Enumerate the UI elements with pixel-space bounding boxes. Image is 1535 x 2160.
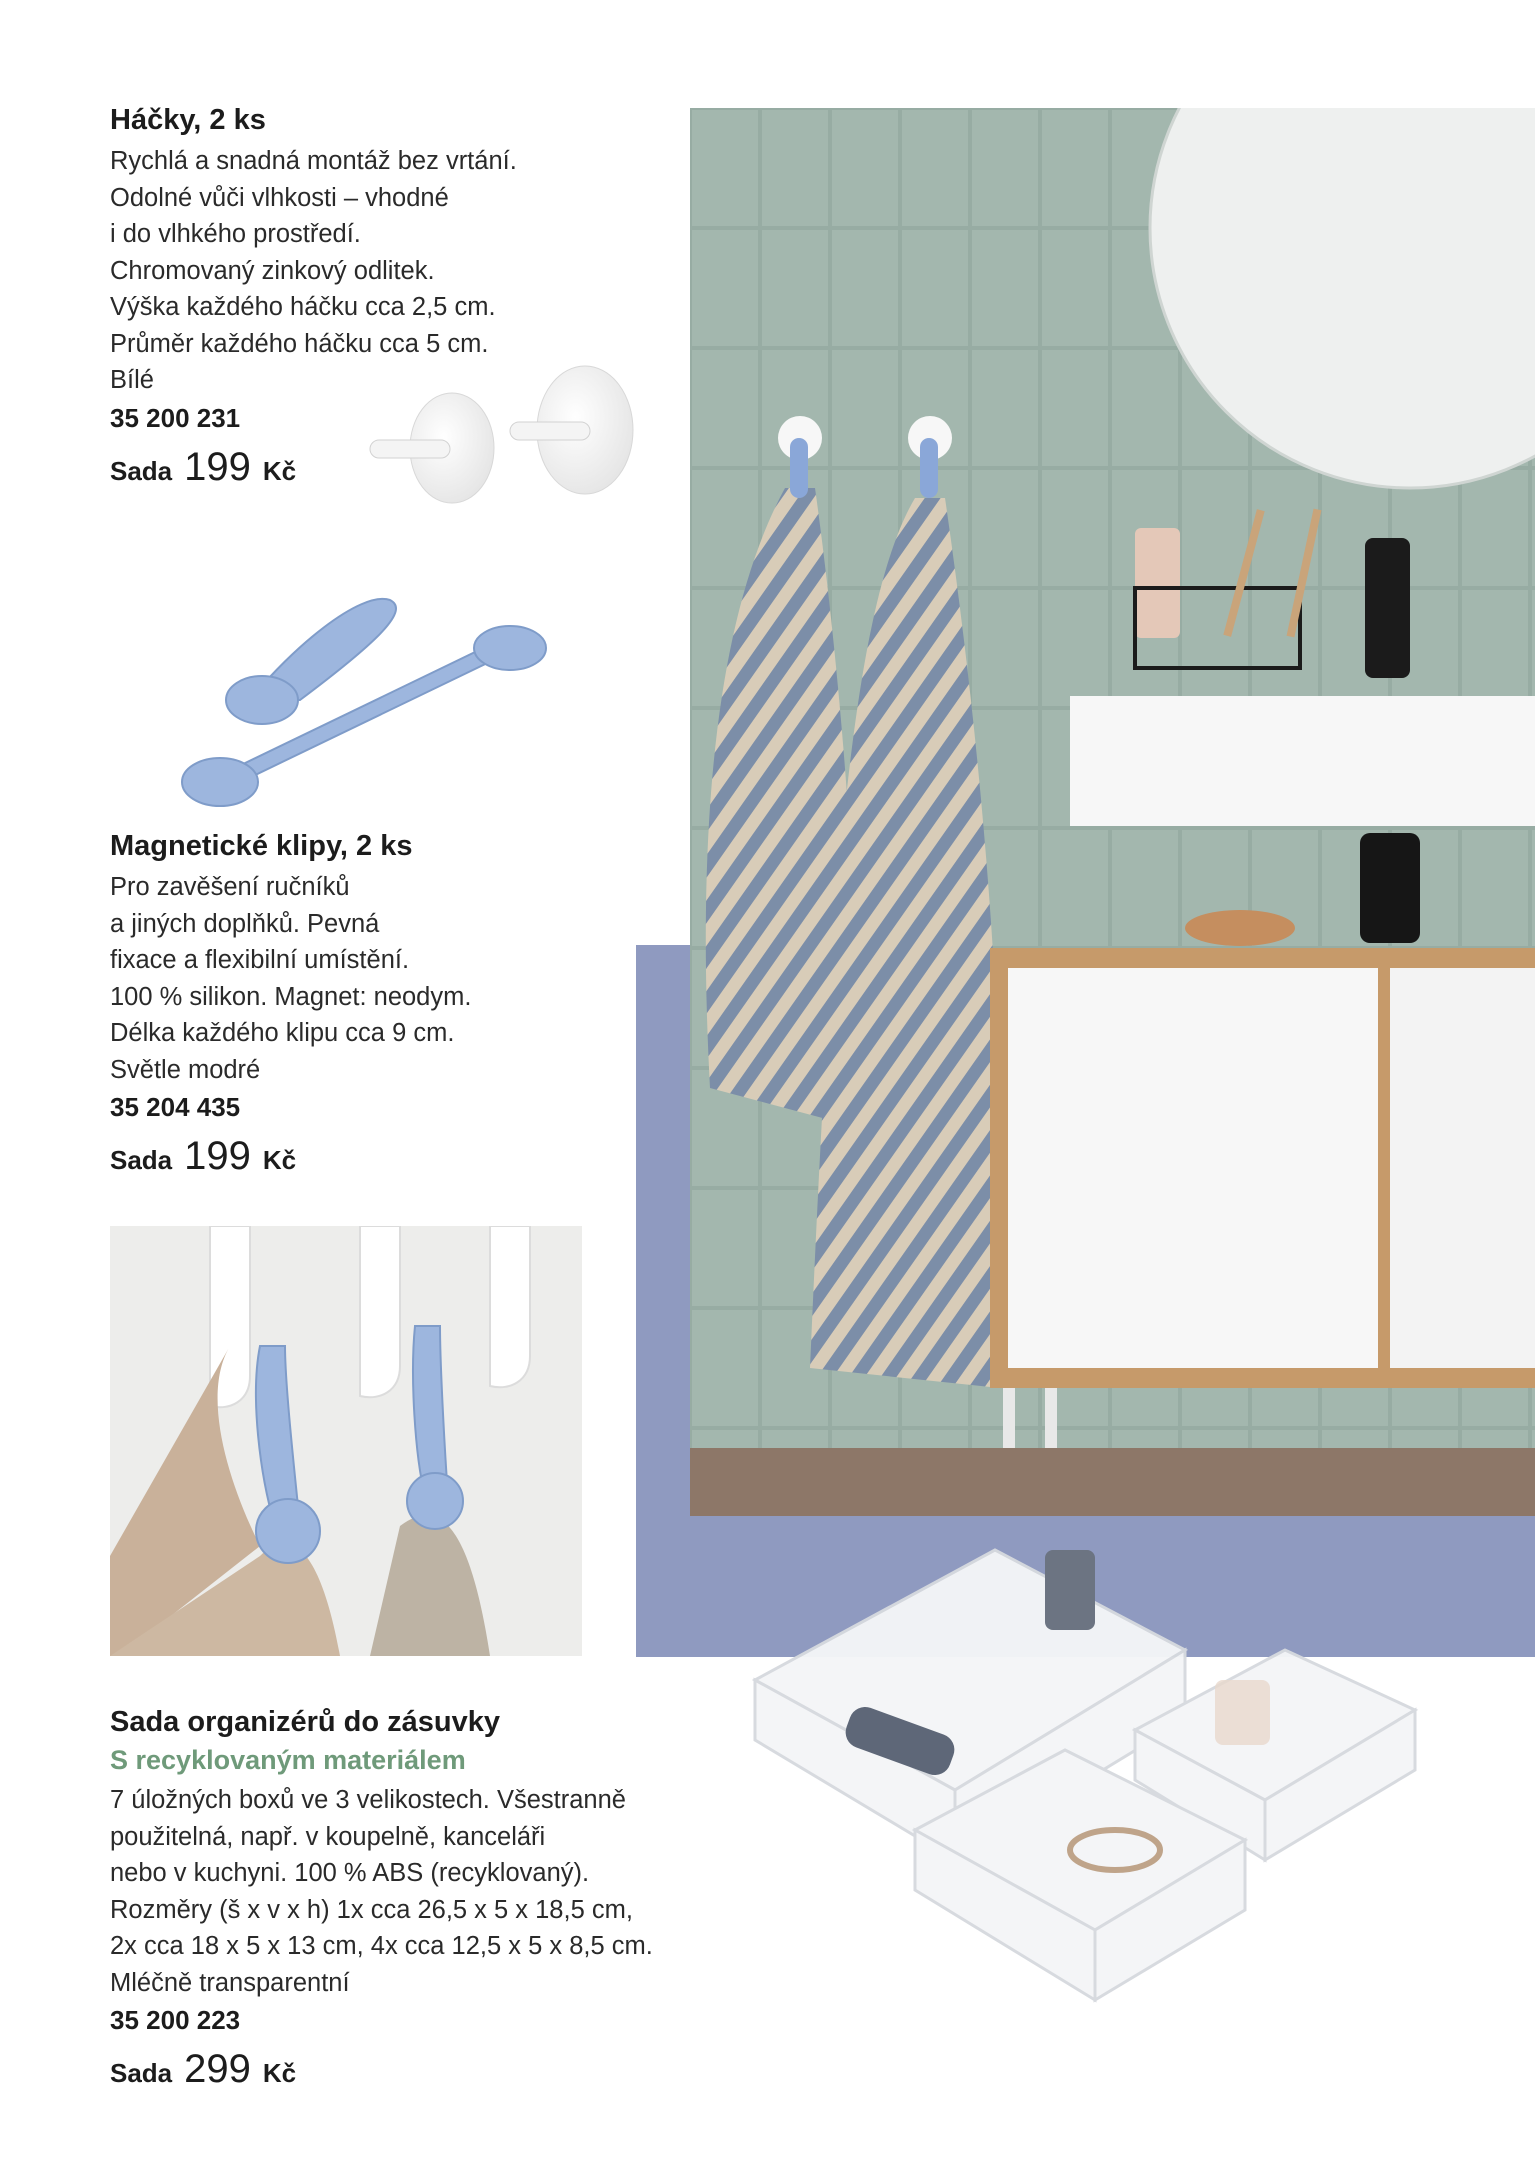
desc-line: Výška každého háčku cca 2,5 cm. [110,293,496,321]
desc-line: 7 úložných boxů ve 3 velikostech. Všestranně [110,1786,626,1814]
product-title: Sada organizérů do zásuvky [110,1706,501,1738]
clips-photo [110,1226,582,1656]
desc-line: a jiných doplňků. Pevná [110,909,380,938]
product-drawer-organizers [110,1706,653,2092]
hook-peg [510,422,590,440]
desc-line: Pro zavěšení ručníků [110,873,350,901]
desc-line: nebo v kuchyni. 100 % ABS (recyklovaný). [110,1859,590,1887]
product-magnetic-clips [110,830,471,1179]
bathroom-photo [690,108,1535,1516]
desc-line: Bílé [110,366,154,394]
price-value: 299 [184,2047,251,2091]
article-code: 35 200 231 [110,402,241,433]
desc-line: Chromovaný zinkový odlitek. [110,256,435,285]
organizer-illustration [745,1530,1425,2040]
desc-line: Světle modré [110,1055,261,1084]
organizer-bottle [1215,1680,1270,1745]
price-currency: Kč [262,2058,297,2088]
desc-line: Odolné vůči vlhkosti – vhodné [110,183,449,212]
price [110,2047,653,2092]
clip-magnet [226,676,298,724]
price-unit: Sada [110,1145,173,1175]
desc-line: 2x cca 18 x 5 x 13 cm, 4x cca 12,5 x 5 x 8,5 cm. [110,1932,653,1960]
price-unit: Sada [110,455,173,486]
desc-line: i do vlhkého prostředí. [110,220,361,248]
desc-line: fixace a flexibilní umístění. [110,946,410,974]
price-unit: Sada [110,2058,173,2088]
clip-magnet [474,626,546,670]
desc-line: Průměr každého háčku cca 5 cm. [110,329,489,358]
price-currency: Kč [262,455,297,486]
hook-peg [370,440,450,458]
product-title: Magnetické klipy, 2 ks [110,830,413,862]
price-value: 199 [184,444,251,489]
price-currency: Kč [262,1145,297,1175]
desc-line: 100 % silikon. Magnet: neodym. [110,982,472,1011]
desc-line: Rychlá a snadná montáž bez vrtání. [110,147,517,175]
hooks-illustration [360,360,660,540]
desc-line: Rozměry (š x v x h) 1x cca 26,5 x 5 x 18,5 cm, [110,1895,633,1924]
organizer-jar [1045,1550,1095,1630]
price [110,1134,471,1179]
price-value: 199 [184,1134,251,1178]
product-subtitle: S recyklovaným materiálem [110,1745,466,1775]
product-title: Háčky, 2 ks [110,104,266,136]
article-code: 35 200 223 [110,2005,241,2035]
desc-line: Délka každého klipu cca 9 cm. [110,1019,455,1047]
clip-magnet [182,758,258,806]
article-code: 35 204 435 [110,1092,241,1122]
desc-line: Mléčně transparentní [110,1968,350,1997]
desc-line: použitelná, např. v koupelně, kanceláři [110,1822,546,1851]
clips-illustration [180,570,560,820]
